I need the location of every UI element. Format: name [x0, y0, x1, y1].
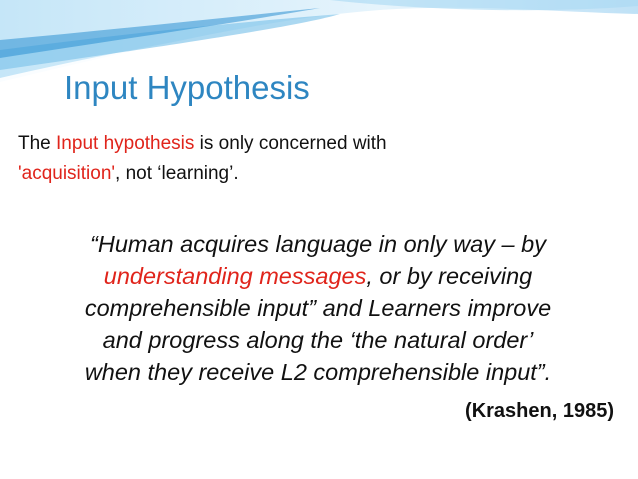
- citation: (Krashen, 1985): [465, 400, 614, 422]
- highlight-understanding-messages: understanding messages: [103, 263, 367, 289]
- slide-title: Input Hypothesis: [64, 69, 310, 106]
- krashen-quote: [18, 228, 618, 388]
- intro-paragraph: [18, 129, 618, 189]
- highlight-input-hypothesis: Input hypothesis: [56, 133, 195, 154]
- intro-text: The: [18, 133, 57, 154]
- quote-line-4: and progress along the ‘the natural order’: [102, 327, 534, 353]
- highlight-acquisition: 'acquisition': [18, 163, 116, 184]
- quote-line-3: comprehensible input” and Learners improve: [84, 295, 552, 321]
- quote-line-2: , or by receiving: [366, 263, 533, 289]
- quote-line-5: when they receive L2 comprehensible input”.: [84, 359, 552, 385]
- quote-line-1: “Human acquires language in only way – by: [90, 231, 546, 257]
- intro-text: is only concerned with: [194, 133, 387, 154]
- intro-text: , not ‘learning’.: [115, 163, 239, 184]
